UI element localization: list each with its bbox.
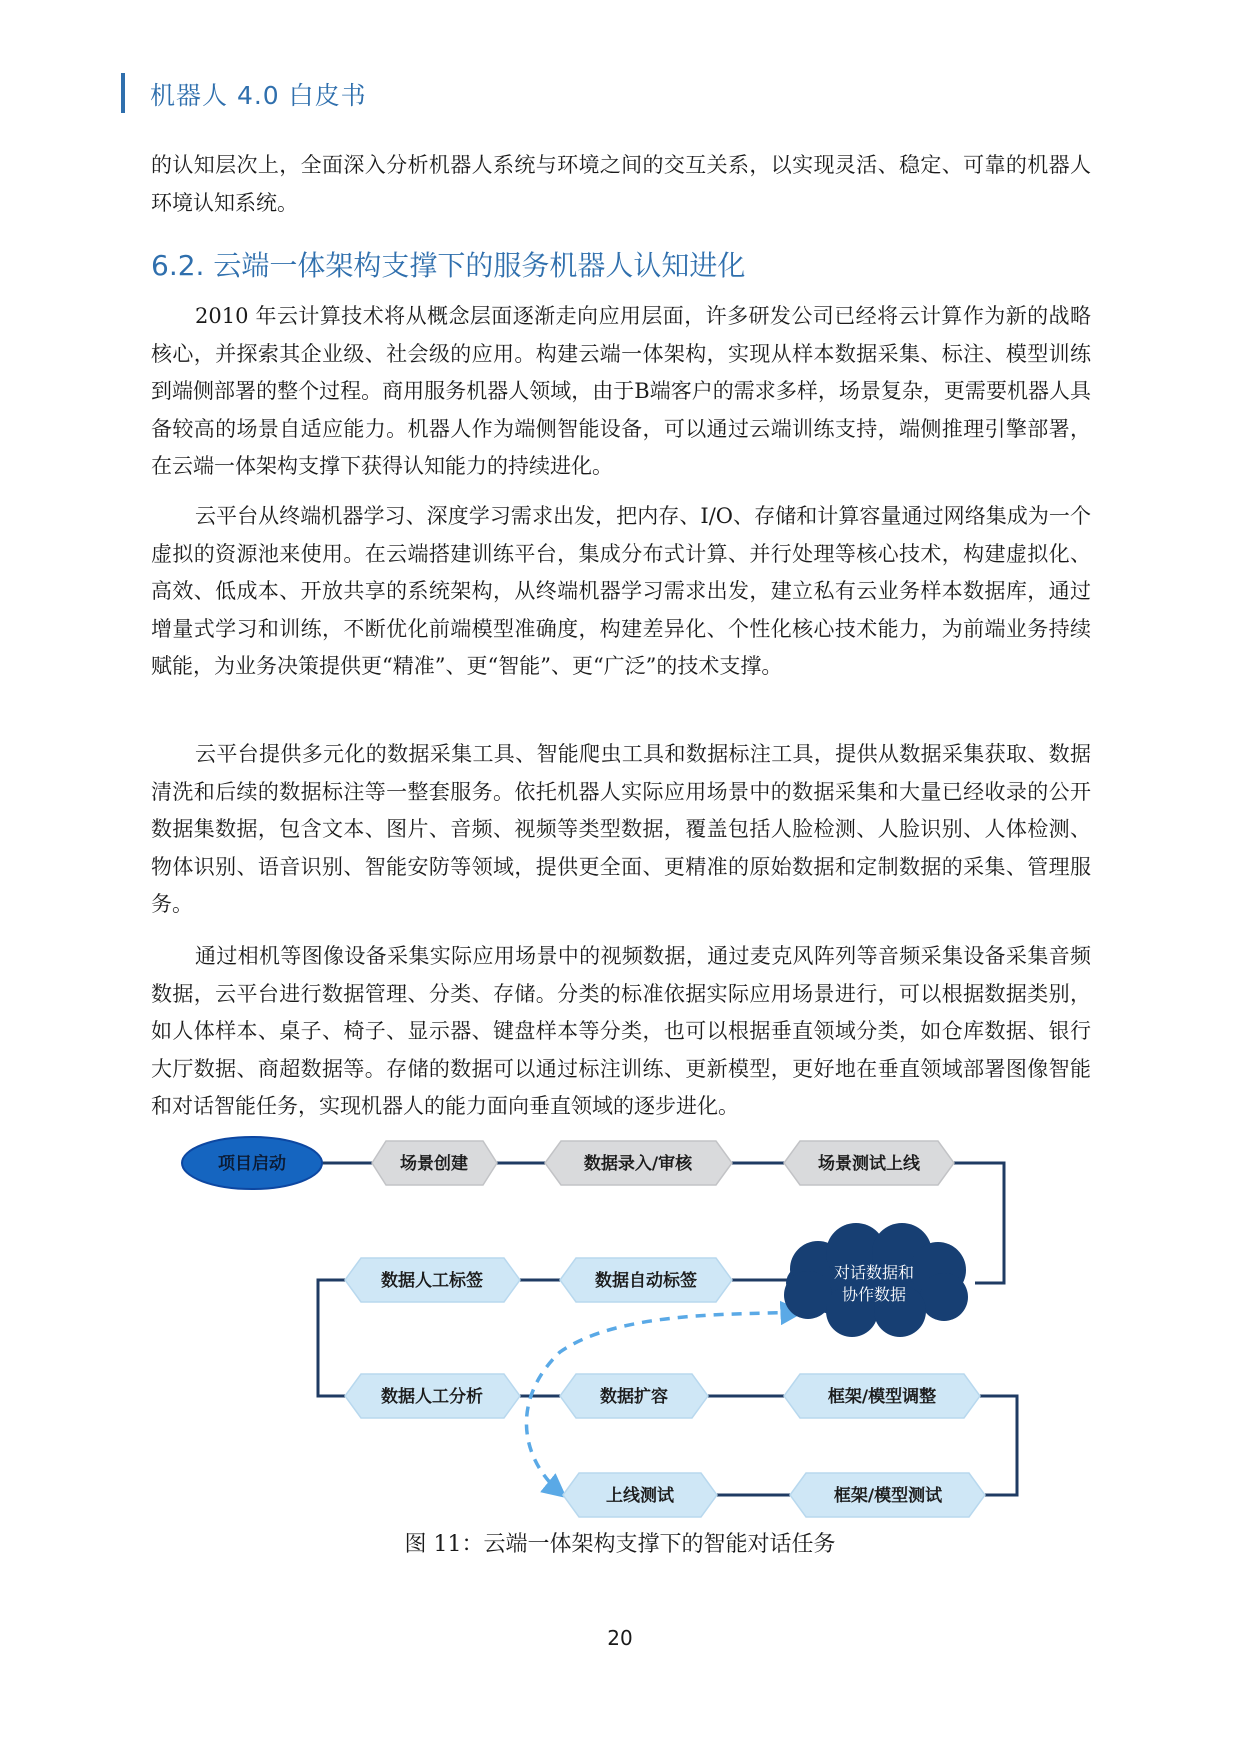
running-header-title: 机器人 4.0 白皮书 — [150, 81, 367, 110]
body-paragraph-1: 2010 年云计算技术将从概念层面逐渐走向应用层面，许多研发公司已经将云计算作为新的战略核心，并探索其企业级、社会级的应用。构建云端一体架构，实现从样本数据采集、标注、模型训练到端侧部署的整个过程。商用服务机器人领域，由于B端客户的需求多样，场景复杂，更需要机器人具备较高的场景自适应能力。机器人作为端侧智能设备，可以通过云端训练支持，端侧推理引擎部署，在云端一体架构支撑下获得认知能力的持续进化。 — [151, 304, 1091, 478]
node-model-test-label: 框架/模型测试 — [833, 1486, 943, 1506]
dialogue-data-cloud — [784, 1223, 968, 1337]
node-scene-test-launch-label: 场景测试上线 — [818, 1154, 920, 1174]
project-start-label: 项目启动 — [218, 1154, 286, 1174]
intro-paragraph: 的认知层次上，全面深入分析机器人系统与环境之间的交互关系，以实现灵活、稳定、可靠的机器人环境认知系统。 — [151, 153, 1091, 215]
cloud-label-line1: 对话数据和 — [833, 1263, 915, 1282]
node-data-entry-review-label: 数据录入/审核 — [583, 1154, 693, 1174]
node-manual-analysis-label: 数据人工分析 — [381, 1387, 483, 1407]
node-launch-test — [563, 1473, 717, 1517]
page-number: 20 — [607, 1626, 633, 1650]
node-data-expansion-label: 数据扩容 — [600, 1387, 668, 1407]
body-paragraph-4: 通过相机等图像设备采集实际应用场景中的视频数据，通过麦克风阵列等音频采集设备采集音频数据，云平台进行数据管理、分类、存储。分类的标准依据实际应用场景进行，可以根据数据类别，如人体样本、桌子、椅子、显示器、键盘样本等分类，也可以根据垂直领域分类，如仓库数据、银行大厅数据、商超数据等。存储的数据可以通过标注训练、更新模型，更好地在垂直领域部署图像智能和对话智能任务，实现机器人的能力面向垂直领域的逐步进化。 — [151, 944, 1091, 1118]
node-auto-label-label: 数据自动标签 — [595, 1271, 697, 1291]
flow-diagram — [0, 1130, 1240, 1530]
section-heading: 6.2. 云端一体架构支撑下的服务机器人认知进化 — [151, 249, 746, 282]
node-data-expansion — [560, 1374, 708, 1418]
figure-caption: 图 11：云端一体架构支撑下的智能对话任务 — [404, 1532, 836, 1557]
node-manual-analysis — [345, 1374, 520, 1418]
node-launch-test-label: 上线测试 — [606, 1486, 674, 1506]
node-manual-label-label: 数据人工标签 — [381, 1271, 483, 1291]
project-start-node — [182, 1137, 322, 1189]
node-model-test — [790, 1473, 985, 1517]
node-scene-test-launch — [784, 1141, 954, 1185]
node-scene-create-label: 场景创建 — [400, 1154, 468, 1174]
body-paragraph-2: 云平台从终端机器学习、深度学习需求出发，把内存、I/O、存储和计算容量通过网络集成为一个虚拟的资源池来使用。在云端搭建训练平台，集成分布式计算、并行处理等核心技术，构建虚拟化、高效、低成本、开放共享的系统架构，从终端机器学习需求出发，建立私有云业务样本数据库，通过增量式学习和训练，不断优化前端模型准确度，构建差异化、个性化核心技术能力，为前端业务持续赋能，为业务决策提供更“精准”、更“智能”、更“广泛”的技术支撑。 — [151, 504, 1091, 678]
node-data-entry-review — [545, 1141, 732, 1185]
node-manual-label — [345, 1258, 520, 1302]
cloud-label-line2: 协作数据 — [841, 1285, 907, 1304]
node-model-adjust — [784, 1374, 980, 1418]
body-paragraph-3: 云平台提供多元化的数据采集工具、智能爬虫工具和数据标注工具，提供从数据采集获取、数据清洗和后续的数据标注等一整套服务。依托机器人实际应用场景中的数据采集和大量已经收录的公开数据集数据，包含文本、图片、音频、视频等类型数据，覆盖包括人脸检测、人脸识别、人体检测、物体识别、语音识别、智能安防等领域，提供更全面、更精准的原始数据和定制数据的采集、管理服务。 — [151, 742, 1091, 916]
header-accent-bar — [121, 73, 125, 113]
node-model-adjust-label: 框架/模型调整 — [827, 1387, 937, 1407]
node-auto-label — [560, 1258, 732, 1302]
node-scene-create — [372, 1141, 497, 1185]
